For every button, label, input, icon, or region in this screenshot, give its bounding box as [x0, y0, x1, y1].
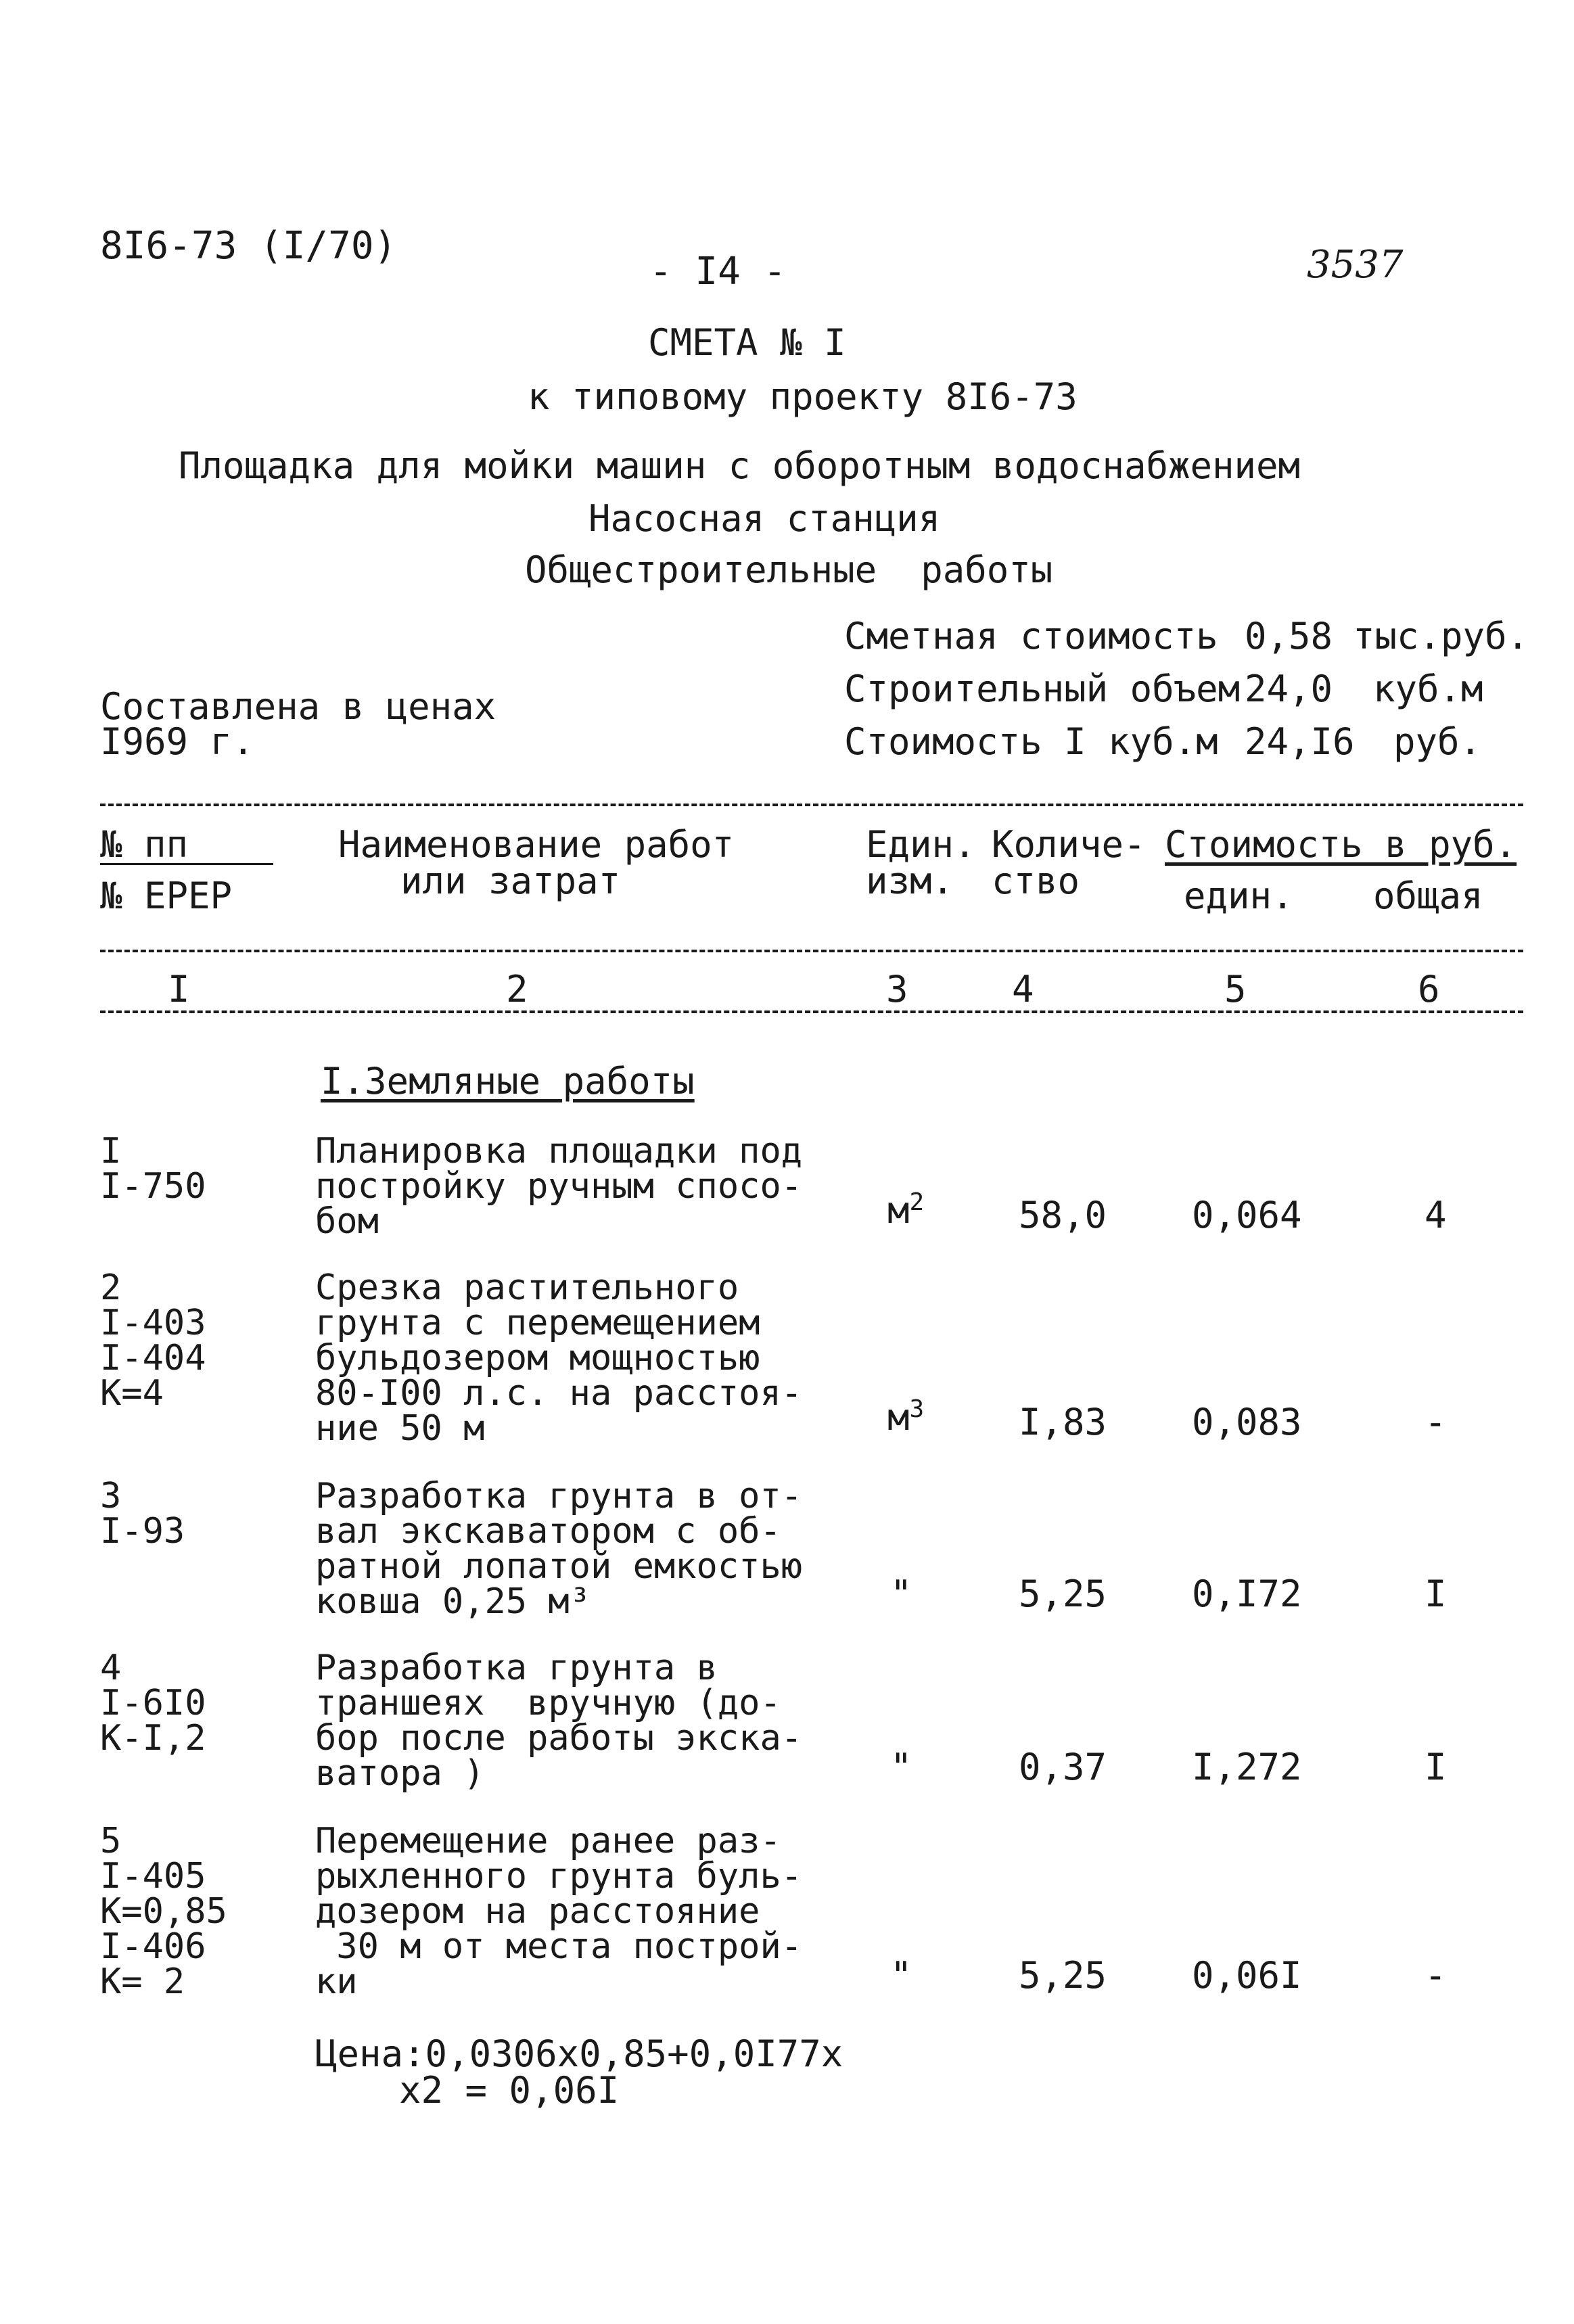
row-4-unit: " — [890, 1746, 912, 1788]
row-1-quantity: 58,0 — [1019, 1194, 1107, 1236]
estimated-cost-value: 0,58 — [1245, 615, 1333, 657]
row-1-description: Планировка площадки под постройку ручным спосо- бом — [315, 1131, 803, 1242]
unit-cost-unit: руб. — [1393, 720, 1482, 763]
row-4-total: I — [1425, 1746, 1447, 1788]
row-3-unit: " — [890, 1573, 912, 1615]
estimated-cost-label: Сметная стоимость — [844, 615, 1218, 657]
header-bottom-rule — [100, 1010, 1523, 1013]
row-1-code: I I-750 — [100, 1131, 206, 1207]
estimated-cost-unit: тыс.руб. — [1353, 615, 1529, 657]
row-2-unit: $м^3$ — [887, 1395, 925, 1439]
row-2-unit-price: 0,083 — [1192, 1401, 1302, 1443]
row-5-quantity: 5,25 — [1019, 1954, 1107, 1997]
col-number-1: I — [168, 968, 190, 1010]
row-5-description: Перемещение ранее раз- рыхленного грунта буль- дозером на расстояние 30 м от места построй- ки — [315, 1821, 803, 2002]
row-5-total: - — [1425, 1954, 1447, 1997]
volume-value: 24,0 — [1245, 668, 1333, 710]
header-top-rule — [100, 804, 1523, 806]
col1-header-rule — [100, 863, 273, 865]
col1-header: № пп — [100, 823, 189, 866]
col-number-5: 5 — [1224, 968, 1247, 1010]
estimate-object: Площадка для мойки машин с оборотным водоснабжением — [179, 444, 1301, 487]
row-4-code: 4 I-6I0 К-I,2 — [100, 1648, 206, 1759]
row-1-unit: $м^2$ — [887, 1188, 925, 1232]
col4-header-sub: ство — [992, 860, 1080, 902]
col1-header-sub: № ЕРЕР — [100, 875, 233, 917]
doc-code: 8I6-73 (I/70) — [100, 224, 397, 268]
row-3-total: I — [1425, 1573, 1447, 1615]
col6-header: общая — [1373, 875, 1483, 917]
row-1-unit-price: 0,064 — [1192, 1194, 1302, 1236]
row-3-description: Разработка грунта в от- вал экскаватором с об- ратной лопатой емкостью ковша 0,25 м³ — [315, 1476, 803, 1622]
col3-header: Един. — [866, 823, 976, 866]
archive-number: 3537 — [1307, 243, 1404, 287]
section-title: I.Земляные работы — [321, 1060, 695, 1102]
row-2-total: - — [1425, 1401, 1447, 1443]
col-number-3: 3 — [886, 968, 908, 1010]
volume-label: Строительный объем — [844, 668, 1241, 710]
col5-header: един. — [1184, 875, 1294, 917]
row-4-quantity: 0,37 — [1019, 1746, 1107, 1788]
row-5-unit: " — [890, 1954, 912, 1997]
row-1-total: 4 — [1425, 1194, 1447, 1236]
row-4-description: Разработка грунта в траншеях вручную (до- бор после работы экска- ватора ) — [315, 1648, 803, 1794]
col-number-6: 6 — [1418, 968, 1440, 1010]
col-number-2: 2 — [506, 968, 528, 1010]
prices-basis: Составлена в ценах — [100, 685, 496, 728]
col2-header-sub: или затрат — [400, 860, 621, 902]
cost-group-header: Стоимость в руб. — [1165, 823, 1517, 866]
row-2-code: 2 I-403 I-404 К=4 — [100, 1268, 206, 1414]
row-3-code: 3 I-93 — [100, 1476, 185, 1552]
page-number: - I4 - — [649, 250, 787, 294]
estimate-station: Насосная станция — [588, 497, 941, 540]
unit-cost-value: 24,I6 — [1245, 720, 1355, 763]
col3-header-sub: изм. — [866, 860, 954, 902]
price-note-line1: Цена:0,0306х0,85+0,0I77х — [315, 2032, 843, 2075]
estimate-project: к типовому проекту 8I6-73 — [528, 375, 1078, 418]
header-mid-rule — [100, 950, 1523, 952]
volume-unit: куб.м — [1373, 668, 1483, 710]
row-3-unit-price: 0,I72 — [1192, 1573, 1302, 1615]
estimate-works: Общестроительные работы — [525, 549, 1053, 591]
col2-header: Наименование работ — [338, 823, 735, 866]
col-number-4: 4 — [1012, 968, 1034, 1010]
row-4-unit-price: I,272 — [1192, 1746, 1302, 1788]
price-note-line2: х2 = 0,06I — [399, 2069, 620, 2112]
row-3-quantity: 5,25 — [1019, 1573, 1107, 1615]
row-2-quantity: I,83 — [1019, 1401, 1107, 1443]
row-5-unit-price: 0,06I — [1192, 1954, 1302, 1997]
prices-year: I969 г. — [100, 720, 254, 763]
unit-cost-label: Стоимость I куб.м — [844, 720, 1218, 763]
row-2-description: Срезка растительного грунта с перемещением бульдозером мощностью 80-I00 л.с. на расстоя- ние 50 м — [315, 1268, 803, 1449]
estimate-title: СМЕТА № I — [648, 321, 846, 364]
row-5-code: 5 I-405 К=0,85 I-406 К= 2 — [100, 1821, 227, 2002]
col4-header: Количе- — [992, 823, 1146, 866]
